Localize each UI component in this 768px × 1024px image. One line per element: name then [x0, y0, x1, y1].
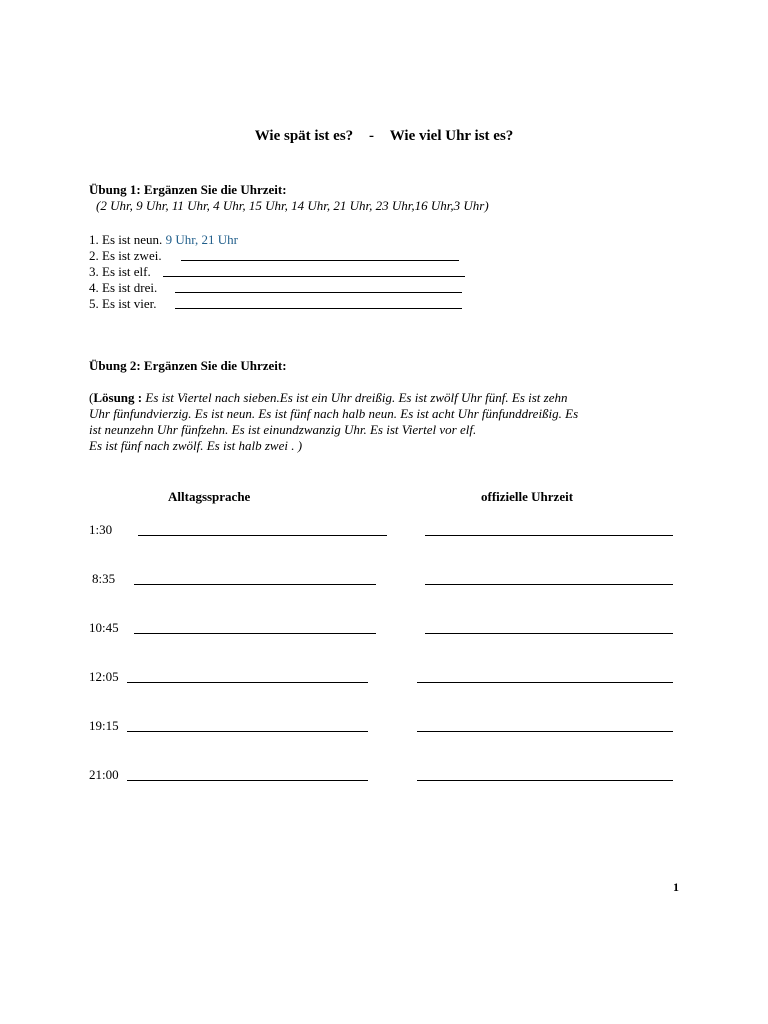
exercise1-item	[89, 232, 238, 248]
exercise1-item-label: 5. Es ist vier.	[89, 296, 157, 311]
column-header-official: offizielle Uhrzeit	[481, 489, 574, 504]
official-answer-line[interactable]	[417, 682, 673, 683]
everyday-answer-line[interactable]	[134, 584, 376, 585]
official-answer-line[interactable]	[425, 633, 673, 634]
exercise2-heading: Übung 2: Ergänzen Sie die Uhrzeit:	[89, 358, 287, 373]
exercise1-item-label: 1. Es ist neun.	[89, 232, 163, 247]
exercise1-hint: (2 Uhr, 9 Uhr, 11 Uhr, 4 Uhr, 15 Uhr, 14 Uhr, 21 Uhr, 23 Uhr,16 Uhr,3 Uhr)	[96, 198, 489, 213]
answer-line[interactable]	[175, 308, 462, 309]
solution-line: Es ist fünf nach zwölf. Es ist halb zwei . )	[89, 438, 303, 453]
exercise1-item	[89, 248, 162, 264]
exercise1-item-label: 2. Es ist zwei.	[89, 248, 162, 263]
title-separator: -	[368, 128, 374, 144]
everyday-answer-line[interactable]	[127, 731, 368, 732]
everyday-answer-line[interactable]	[127, 682, 368, 683]
official-answer-line[interactable]	[425, 584, 673, 585]
solution-line: Uhr fünfundvierzig. Es ist neun. Es ist fünf nach halb neun. Es ist acht Uhr fünfunddreißig. Es	[89, 406, 579, 421]
answer-line[interactable]	[163, 276, 465, 277]
time-label: 12:05	[89, 669, 119, 684]
title-part1: Wie spät ist es?	[254, 128, 354, 144]
answer-line[interactable]	[175, 292, 462, 293]
column-header-everyday: Alltagssprache	[168, 489, 251, 504]
exercise1-item-label: 4. Es ist drei.	[89, 280, 158, 295]
time-label: 19:15	[89, 718, 119, 733]
solution-label: Lösung :	[93, 390, 143, 405]
exercise1-item-answer: 9 Uhr, 21 Uhr	[165, 232, 238, 247]
solution-line: Es ist Viertel nach sieben.Es ist ein Uhr dreißig. Es ist zwölf Uhr fünf. Es ist zehn	[145, 390, 568, 405]
everyday-answer-line[interactable]	[127, 780, 368, 781]
official-answer-line[interactable]	[417, 731, 673, 732]
time-label: 1:30	[89, 522, 113, 537]
official-answer-line[interactable]	[417, 780, 673, 781]
page-title	[0, 128, 768, 145]
everyday-answer-line[interactable]	[138, 535, 387, 536]
answer-line[interactable]	[181, 260, 459, 261]
exercise2-solution: (Lösung : Es ist Viertel nach sieben.Es ist ein Uhr dreißig. Es ist zwölf Uhr fünf. Es ist zehn Uhr fünfundvierzig. Es ist neun. Es ist fünf nach halb neun. Es ist acht Uhr fünfunddreißig. Es ist neunzehn Uhr fünfzehn. Es ist einundzwanzig Uhr. Es ist Viertel vor elf. Es ist fünf nach zwölf. Es ist halb zwei . )	[89, 390, 579, 453]
solution-line: ist neunzehn Uhr fünfzehn. Es ist einundzwanzig Uhr. Es ist Viertel vor elf.	[89, 422, 477, 437]
time-label: 8:35	[92, 571, 116, 586]
everyday-answer-line[interactable]	[134, 633, 376, 634]
time-label: 10:45	[89, 620, 119, 635]
time-label: 21:00	[89, 767, 119, 782]
exercise1-item	[89, 296, 157, 312]
page-number: 1	[673, 880, 679, 894]
exercise1-item	[89, 264, 151, 280]
exercise1-item-label: 3. Es ist elf.	[89, 264, 151, 279]
exercise1-item	[89, 280, 157, 296]
exercise1-heading: Übung 1: Ergänzen Sie die Uhrzeit:	[89, 182, 287, 197]
official-answer-line[interactable]	[425, 535, 673, 536]
title-part2: Wie viel Uhr ist es?	[389, 128, 514, 144]
